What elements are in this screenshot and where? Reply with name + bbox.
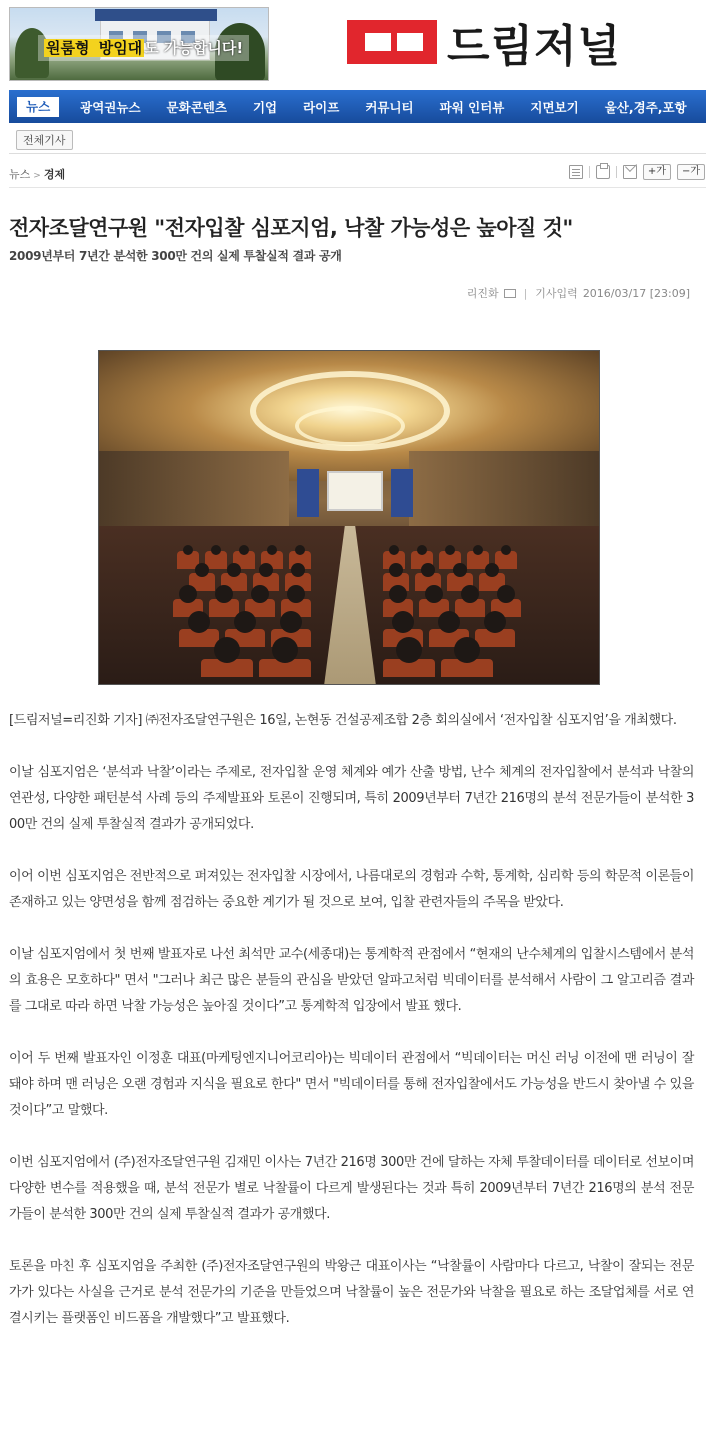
article-paragraph: 이어 이번 심포지엄은 전반적으로 퍼져있는 전자입찰 시장에서, 나름대로의 경험과 수학, 통계학, 심리학 등의 학문적 이론들이 존재하고 있는 양면성을 함께 점검하는 중요한 계기가 될 것으로 보여, 입찰 관련자들의 주목을 받았다. [9,869,694,910]
article-tools [569,164,705,180]
photo-attendee [501,545,511,555]
article-paragraph: [드림저널=리진화 기자] ㈜전자조달연구원은 16일, 논현동 건설공제조합 2층 회의실에서 ‘전자입찰 심포지엄’을 개최했다. [9,713,677,728]
nav-item-power-interview[interactable]: 파워 인터뷰 [439,99,505,115]
photo-attendee [272,637,298,663]
photo-attendee [214,637,240,663]
byline-divider: | [523,286,528,300]
nav-item-business[interactable]: 기업 [252,99,278,115]
article-paragraph: 이날 심포지엄에서 첫 번째 발표자로 나선 최석만 교수(세종대)는 통계학적 관점에서 “현재의 난수체계의 입찰시스템에서 분석의 효용은 모호하다" 면서 "그러나 최근 많은 분들의 관심을 받았던 알파고처럼 빅데이터를 분석해서 사람이 그 알고리즘 결과를 그대로 따라 하면 낙찰 가능성은 높아질 것이다”고 통계학적 입장에서 발표 했다. [9,947,694,1014]
article-paragraph: 이날 심포지엄은 ‘분석과 낙찰’이라는 주제로, 전자입찰 운영 체계와 예가 산출 방법, 난수 체계의 전자입찰에서 분석과 낙찰의 연관성, 다양한 패턴분석 사례 등의 주제발표와 토론이 진행되며, 특히 2009년부터 7년간 216명의 분석 전문가들이 분석한 300만 건의 실제 투찰실적 결과가 공개되었다. [9,765,694,832]
photo-attendee [396,637,422,663]
site-logo[interactable] [347,8,621,76]
breadcrumb-home[interactable]: 뉴스 [9,168,31,181]
photo-attendee [421,563,435,577]
article-paragraph: 이어 두 번째 발표자인 이정훈 대표(마케팅엔지니어코리아)는 빅데이터 관점에서 “빅데이터는 머신 러닝 이전에 맨 러닝이 잘 돼야 하며 맨 러닝은 오랜 경험과 지식을 필요로 한다" 면서 "빅데이터를 통해 전자입찰에서도 가능성을 반드시 찾아낼 수 있을 것이다”고 말했다. [9,1051,694,1118]
photo-attendee [211,545,221,555]
article-body [9,708,694,1358]
photo-attendee [183,545,193,555]
photo-attendee [234,611,256,633]
print-icon[interactable] [596,165,610,179]
article-paragraph: 이번 심포지엄에서 (주)전자조달연구원 김재민 이사는 7년간 216명 300만 건에 달하는 자체 투찰데이터를 데이터로 선보이며 다양한 변수를 적용했을 때, 분석 전문가 별로 낙찰률이 다르게 발생된다는 것과 특히 2009년부터 7년간 216명의 분석 전문가들이 분석한 300만 건의 실제 투찰실적 결과가 공개했다. [9,1155,694,1222]
article-date: 2016/03/17 [23:09] [582,286,690,300]
date-label: 기사입력 [535,287,578,300]
photo-attendee [227,563,241,577]
photo-attendee [389,545,399,555]
font-increase-button[interactable]: +가 [643,164,671,180]
tool-divider [589,166,590,178]
photo-attendee [179,585,197,603]
mail-icon[interactable] [623,165,637,179]
author-name[interactable]: 리진화 [466,287,499,300]
photo-attendee [239,545,249,555]
ad-text [38,35,249,61]
subnav-item-all-articles[interactable]: 전체기사 [16,130,73,150]
ad-text-highlight-2: 방임대 [93,39,143,57]
photo-attendee [485,563,499,577]
photo-attendee [267,545,277,555]
nav-item-culture-content[interactable]: 문화콘텐츠 [166,99,227,115]
breadcrumb-separator: > [33,171,41,181]
photo-attendee [251,585,269,603]
photo-projection-screen [327,471,383,511]
photo-attendee [484,611,506,633]
photo-light-ring [295,406,405,446]
breadcrumb [9,166,706,188]
photo-attendee [445,545,455,555]
ad-text-rest: 도 가능합니다! [144,39,244,57]
photo-banner [391,469,413,517]
photo-attendee [454,637,480,663]
logo-text: 드림저널 [447,21,622,72]
photo-attendee [195,563,209,577]
article-subtitle: 2009년부터 7년간 분석한 300만 건의 실제 투찰실적 결과 공개 [9,249,342,263]
main-nav [9,90,706,123]
photo-attendee [389,563,403,577]
nav-item-regional-news[interactable]: 광역권뉴스 [80,99,141,115]
sub-nav [9,124,706,154]
document-icon[interactable] [569,165,583,179]
logo-mark-icon [347,20,437,64]
photo-attendee [215,585,233,603]
tool-divider [616,166,617,178]
photo-attendee [291,563,305,577]
photo-attendee [295,545,305,555]
ad-banner[interactable] [9,7,269,81]
photo-attendee [188,611,210,633]
nav-item-life[interactable]: 라이프 [303,99,340,115]
photo-attendee [417,545,427,555]
article-photo [98,350,600,685]
author-mail-icon[interactable] [504,289,516,298]
photo-attendee [389,585,407,603]
photo-attendee [392,611,414,633]
article-paragraph: 토론을 마친 후 심포지엄을 주최한 (주)전자조달연구원의 박왕근 대표이사는 “낙찰률이 사람마다 다르고, 낙찰이 잘되는 전문가가 있다는 사실을 근거로 분석 전문가의 기준을 만들었으며 낙찰률이 높은 전문가와 낙찰을 필요로 하는 조달업체를 서로 연결시키는 플랫폼인 비드폼을 개발했다”고 발표했다. [9,1259,694,1326]
nav-item-print-edition[interactable]: 지면보기 [530,99,579,115]
nav-item-ulsan-gyeongju-pohang[interactable]: 울산,경주,포항 [604,99,687,115]
photo-attendee [473,545,483,555]
photo-attendee [259,563,273,577]
photo-attendee [280,611,302,633]
article-byline [467,285,690,301]
nav-item-news[interactable]: 뉴스 [17,97,59,117]
photo-attendee [425,585,443,603]
ad-text-highlight: 원룸형 [46,39,90,57]
photo-attendee [497,585,515,603]
article-title: 전자조달연구원 "전자입찰 심포지엄, 낙찰 가능성은 높아질 것" [9,216,573,240]
photo-attendee [453,563,467,577]
nav-item-community[interactable]: 커뮤니티 [365,99,414,115]
photo-attendee [287,585,305,603]
photo-attendee [461,585,479,603]
font-decrease-button[interactable]: −가 [677,164,705,180]
photo-attendee [438,611,460,633]
photo-banner [297,469,319,517]
breadcrumb-current[interactable]: 경제 [43,168,66,181]
